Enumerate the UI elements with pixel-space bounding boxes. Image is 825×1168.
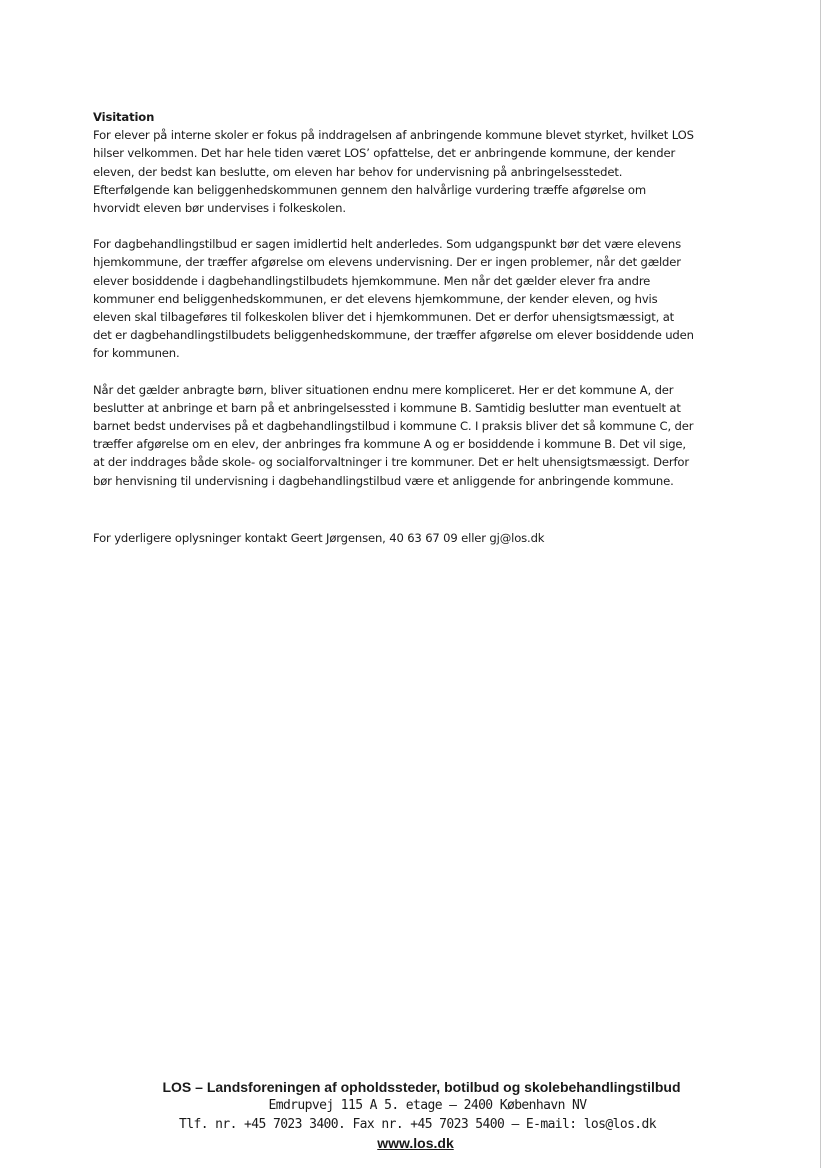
- page-edge-line: [820, 0, 821, 1168]
- text-line: beslutter at anbringe et barn på et anbringelsessted i kommune B. Samtidig beslutter man eventuelt at: [93, 400, 681, 415]
- text-line: Når det gælder anbragte børn, bliver situationen endnu mere kompliceret. Her er det kommune A, der: [93, 382, 674, 397]
- text-line: elever bosiddende i dagbehandlingstilbudets hjemkommune. Men når det gælder elever fra andre: [93, 273, 651, 288]
- website-link[interactable]: www.los.dk: [377, 1135, 454, 1151]
- paragraph-1: [93, 126, 733, 217]
- text-line: at der inddrages både skole- og socialforvaltninger i tre kommuner. Det er helt uhensigtsmæssigt. Derfor: [93, 455, 689, 470]
- paragraph-3: [93, 381, 733, 490]
- text-line: eleven, der bedst kan beslutte, om eleven har behov for undervisning på anbringelsesstedet.: [93, 164, 623, 179]
- text-line: For dagbehandlingstilbud er sagen imidlertid helt anderledes. Som udgangspunkt bør det være elevens: [93, 237, 681, 252]
- text-line: eleven skal tilbageføres til folkeskolen bliver det i hjemkommunen. Det er derfor uhensigtsmæssigt, at: [93, 310, 675, 325]
- paragraph-2: [93, 235, 733, 362]
- text-line: Efterfølgende kan beliggenhedskommunen gennem den halvårlige vurdering træffe afgørelse om: [93, 182, 646, 197]
- text-line: det er dagbehandlingstilbudets beliggenhedskommune, der træffer afgørelse om elever bosiddende uden: [93, 328, 694, 343]
- text-line: hilser velkommen. Det har hele tiden været LOS’ opfattelse, det er anbringende kommune, der kender: [93, 146, 676, 161]
- section-heading: Visitation: [93, 110, 155, 124]
- text-line: for kommunen.: [93, 346, 180, 361]
- text-line: bør henvisning til undervisning i dagbehandlingstilbud være et anliggende for anbringende kommune.: [93, 473, 674, 488]
- text-line: hvorvidt eleven bør undervises i folkeskolen.: [93, 201, 346, 216]
- letterhead-footer: [0, 1078, 825, 1152]
- text-line: hjemkommune, der træffer afgørelse om elevens undervisning. Der er ingen problemer, når det gælder: [93, 255, 681, 270]
- postal-address: Emdrupvej 115 A 5. etage – 2400 København NV: [268, 1098, 587, 1113]
- organization-name: LOS – Landsforeningen af opholdssteder, botilbud og skolebehandlingstilbud: [162, 1079, 681, 1095]
- text-line: barnet bedst undervises på et dagbehandlingstilbud i kommune C. I praksis bliver det så kommune C, der: [93, 419, 694, 434]
- text-line: træffer afgørelse om en elev, der anbringes fra kommune A og er bosiddende i kommune B. Det vil sige,: [93, 437, 686, 452]
- text-line: kommuner end beliggenhedskommunen, er det elevens hjemkommune, der kender eleven, og hvis: [93, 291, 658, 306]
- text-line: For elever på interne skoler er fokus på inddragelsen af anbringende kommune blevet styrket, hvilket LOS: [93, 128, 694, 143]
- contact-line: For yderligere oplysninger kontakt Geert Jørgensen, 40 63 67 09 eller gj@los.dk: [93, 530, 545, 545]
- letter-body: [93, 108, 733, 547]
- phone-fax-email: Tlf. nr. +45 7023 3400. Fax nr. +45 7023 5400 – E-mail: los@los.dk: [179, 1117, 656, 1132]
